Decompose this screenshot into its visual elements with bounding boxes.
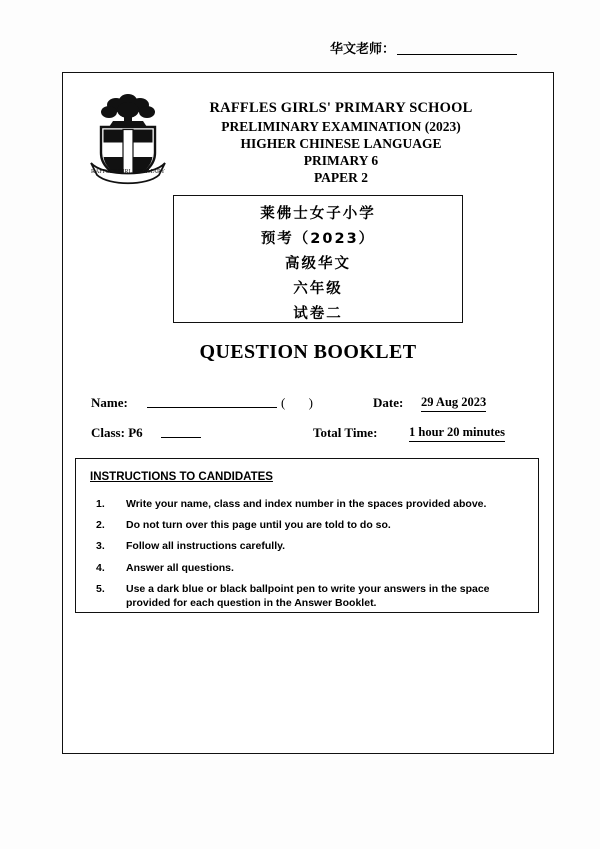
name-input-blank[interactable]: [147, 407, 277, 408]
school-name: RAFFLES GIRLS' PRIMARY SCHOOL: [209, 100, 473, 116]
index-number-blank[interactable]: ( ): [281, 395, 323, 410]
chinese-title-box: [173, 195, 463, 323]
exam-name: PRELIMINARY EXAMINATION (2023): [221, 118, 461, 134]
chinese-level-name: 六年级: [293, 281, 343, 298]
name-date-row: [91, 395, 531, 425]
subject-name: HIGHER CHINESE LANGUAGE: [240, 135, 442, 151]
teacher-name-blank[interactable]: [397, 41, 517, 55]
chinese-school-name: 莱佛士女子小学: [260, 206, 376, 222]
total-time-label: Total Time:: [313, 425, 378, 440]
instruction-text: Answer all questions.: [126, 561, 234, 574]
instruction-text: Do not turn over this page until you are told to do so.: [126, 519, 391, 532]
instruction-number: 1.: [96, 498, 105, 510]
teacher-label: 华文老师：: [330, 41, 396, 56]
chinese-subject-name: 高级华文: [285, 256, 351, 273]
instructions-box: [75, 458, 539, 613]
school-header: [171, 99, 511, 187]
instruction-text: Use a dark blue or black ballpoint pen to write your answers in the space provided for each question in the Answer Booklet.: [126, 582, 490, 609]
instruction-item: [90, 497, 524, 511]
chinese-exam-name: 预考（2023）: [260, 231, 376, 248]
total-time-value: 1 hour 20 minutes: [409, 425, 505, 442]
candidate-fields: [91, 395, 531, 455]
school-crest-icon: [85, 91, 171, 187]
name-label: Name:: [91, 395, 128, 410]
class-label: Class: P6: [91, 425, 143, 440]
instruction-number: 2.: [96, 519, 105, 532]
instruction-number: 3.: [96, 540, 105, 553]
instruction-item: [90, 582, 524, 610]
date-value: 29 Aug 2023: [421, 395, 486, 412]
date-label: Date:: [373, 395, 404, 410]
chinese-paper-number: 试卷二: [293, 306, 343, 323]
booklet-title: QUESTION BOOKLET: [199, 341, 417, 363]
class-time-row: [91, 425, 531, 455]
paper-number: PAPER 2: [313, 170, 369, 186]
teacher-name-line: [330, 38, 560, 57]
class-input-blank[interactable]: [161, 437, 201, 438]
instruction-item: [90, 518, 524, 532]
instruction-text: Write your name, class and index number in the spaces provided above.: [126, 498, 487, 510]
exam-paper-border: [62, 72, 554, 754]
instruction-item: [90, 561, 524, 575]
instruction-item: [90, 539, 524, 553]
svg-text:RAFFLES GIRLS' PRIMARY: RAFFLES GIRLS' PRIMARY: [90, 169, 166, 175]
level-name: PRIMARY 6: [303, 153, 379, 169]
instruction-number: 5.: [96, 582, 105, 595]
instruction-number: 4.: [96, 561, 105, 574]
instruction-text: Follow all instructions carefully.: [126, 540, 286, 553]
instructions-title: INSTRUCTIONS TO CANDIDATES: [90, 471, 273, 483]
